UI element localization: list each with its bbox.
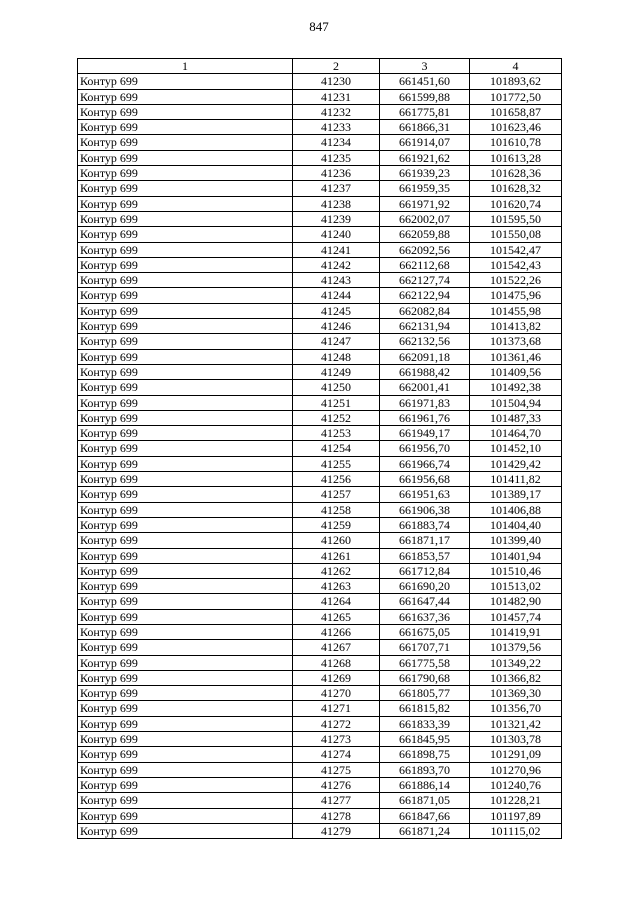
point-number-cell: 41248	[293, 349, 380, 364]
header-col-1: 1	[78, 59, 293, 74]
y-coordinate-cell: 101404,40	[470, 517, 562, 532]
point-number-cell: 41270	[293, 686, 380, 701]
point-number-cell: 41267	[293, 640, 380, 655]
point-number-cell: 41272	[293, 716, 380, 731]
y-coordinate-cell: 101457,74	[470, 609, 562, 624]
contour-name-cell: Контур 699	[78, 609, 293, 624]
table-row	[78, 793, 562, 808]
contour-name-cell: Контур 699	[78, 487, 293, 502]
x-coordinate-cell: 661883,74	[380, 517, 470, 532]
x-coordinate-cell: 661966,74	[380, 456, 470, 471]
contour-name-cell: Контур 699	[78, 563, 293, 578]
x-coordinate-cell: 661959,35	[380, 181, 470, 196]
contour-name-cell: Контур 699	[78, 380, 293, 395]
table-row	[78, 563, 562, 578]
point-number-cell: 41268	[293, 655, 380, 670]
table-row	[78, 410, 562, 425]
x-coordinate-cell: 662127,74	[380, 273, 470, 288]
y-coordinate-cell: 101455,98	[470, 303, 562, 318]
x-coordinate-cell: 661914,07	[380, 135, 470, 150]
x-coordinate-cell: 661951,63	[380, 487, 470, 502]
table-row	[78, 533, 562, 548]
point-number-cell: 41239	[293, 211, 380, 226]
table-body	[78, 74, 562, 839]
point-number-cell: 41263	[293, 579, 380, 594]
table-row	[78, 181, 562, 196]
table-row	[78, 624, 562, 639]
y-coordinate-cell: 101366,82	[470, 670, 562, 685]
x-coordinate-cell: 661971,92	[380, 196, 470, 211]
table-row	[78, 701, 562, 716]
x-coordinate-cell: 662132,56	[380, 334, 470, 349]
y-coordinate-cell: 101349,22	[470, 655, 562, 670]
table-row	[78, 487, 562, 502]
table-row	[78, 456, 562, 471]
x-coordinate-cell: 661871,17	[380, 533, 470, 548]
point-number-cell: 41277	[293, 793, 380, 808]
contour-name-cell: Контур 699	[78, 808, 293, 823]
contour-name-cell: Контур 699	[78, 410, 293, 425]
point-number-cell: 41257	[293, 487, 380, 502]
point-number-cell: 41240	[293, 227, 380, 242]
x-coordinate-cell: 661690,20	[380, 579, 470, 594]
point-number-cell: 41245	[293, 303, 380, 318]
table-row	[78, 120, 562, 135]
contour-name-cell: Контур 699	[78, 793, 293, 808]
point-number-cell: 41261	[293, 548, 380, 563]
y-coordinate-cell: 101270,96	[470, 762, 562, 777]
point-number-cell: 41235	[293, 150, 380, 165]
contour-name-cell: Контур 699	[78, 670, 293, 685]
contour-name-cell: Контур 699	[78, 273, 293, 288]
point-number-cell: 41238	[293, 196, 380, 211]
x-coordinate-cell: 661775,81	[380, 104, 470, 119]
point-number-cell: 41251	[293, 395, 380, 410]
y-coordinate-cell: 101613,28	[470, 150, 562, 165]
table-row	[78, 472, 562, 487]
point-number-cell: 41231	[293, 89, 380, 104]
table-row	[78, 135, 562, 150]
point-number-cell: 41269	[293, 670, 380, 685]
table-row	[78, 288, 562, 303]
point-number-cell: 41236	[293, 166, 380, 181]
point-number-cell: 41237	[293, 181, 380, 196]
contour-name-cell: Контур 699	[78, 701, 293, 716]
table-row	[78, 548, 562, 563]
x-coordinate-cell: 661805,77	[380, 686, 470, 701]
contour-name-cell: Контур 699	[78, 395, 293, 410]
table-row	[78, 594, 562, 609]
table-row	[78, 502, 562, 517]
x-coordinate-cell: 661790,68	[380, 670, 470, 685]
table-row	[78, 211, 562, 226]
contour-name-cell: Контур 699	[78, 762, 293, 777]
x-coordinate-cell: 661956,68	[380, 472, 470, 487]
table-row	[78, 257, 562, 272]
y-coordinate-cell: 101379,56	[470, 640, 562, 655]
x-coordinate-cell: 661898,75	[380, 747, 470, 762]
x-coordinate-cell: 661971,83	[380, 395, 470, 410]
contour-name-cell: Контур 699	[78, 716, 293, 731]
y-coordinate-cell: 101772,50	[470, 89, 562, 104]
y-coordinate-cell: 101411,82	[470, 472, 562, 487]
x-coordinate-cell: 661647,44	[380, 594, 470, 609]
point-number-cell: 41260	[293, 533, 380, 548]
x-coordinate-cell: 661707,71	[380, 640, 470, 655]
x-coordinate-cell: 661847,66	[380, 808, 470, 823]
page-number: 847	[309, 19, 329, 34]
table-header	[78, 59, 562, 74]
x-coordinate-cell: 661921,62	[380, 150, 470, 165]
contour-name-cell: Контур 699	[78, 624, 293, 639]
y-coordinate-cell: 101361,46	[470, 349, 562, 364]
table-row	[78, 380, 562, 395]
x-coordinate-cell: 661853,57	[380, 548, 470, 563]
table-row	[78, 395, 562, 410]
x-coordinate-cell: 662002,07	[380, 211, 470, 226]
y-coordinate-cell: 101542,43	[470, 257, 562, 272]
x-coordinate-cell: 661637,36	[380, 609, 470, 624]
x-coordinate-cell: 661599,88	[380, 89, 470, 104]
table-row	[78, 777, 562, 792]
table-row	[78, 349, 562, 364]
x-coordinate-cell: 661956,70	[380, 441, 470, 456]
contour-name-cell: Контур 699	[78, 242, 293, 257]
y-coordinate-cell: 101513,02	[470, 579, 562, 594]
table-row	[78, 104, 562, 119]
table-row	[78, 579, 562, 594]
y-coordinate-cell: 101115,02	[470, 823, 562, 838]
table-row	[78, 640, 562, 655]
point-number-cell: 41254	[293, 441, 380, 456]
x-coordinate-cell: 661871,24	[380, 823, 470, 838]
x-coordinate-cell: 661939,23	[380, 166, 470, 181]
point-number-cell: 41234	[293, 135, 380, 150]
y-coordinate-cell: 101542,47	[470, 242, 562, 257]
header-row	[78, 59, 562, 74]
table-row	[78, 808, 562, 823]
y-coordinate-cell: 101492,38	[470, 380, 562, 395]
point-number-cell: 41262	[293, 563, 380, 578]
table-row	[78, 823, 562, 838]
contour-name-cell: Контур 699	[78, 732, 293, 747]
contour-name-cell: Контур 699	[78, 747, 293, 762]
y-coordinate-cell: 101464,70	[470, 426, 562, 441]
y-coordinate-cell: 101510,46	[470, 563, 562, 578]
contour-name-cell: Контур 699	[78, 426, 293, 441]
contour-name-cell: Контур 699	[78, 456, 293, 471]
point-number-cell: 41243	[293, 273, 380, 288]
x-coordinate-cell: 662122,94	[380, 288, 470, 303]
table-row	[78, 196, 562, 211]
x-coordinate-cell: 661675,05	[380, 624, 470, 639]
y-coordinate-cell: 101610,78	[470, 135, 562, 150]
point-number-cell: 41274	[293, 747, 380, 762]
x-coordinate-cell: 661451,60	[380, 74, 470, 89]
x-coordinate-cell: 662059,88	[380, 227, 470, 242]
x-coordinate-cell: 661949,17	[380, 426, 470, 441]
y-coordinate-cell: 101197,89	[470, 808, 562, 823]
table-row	[78, 732, 562, 747]
table-row	[78, 166, 562, 181]
point-number-cell: 41278	[293, 808, 380, 823]
y-coordinate-cell: 101401,94	[470, 548, 562, 563]
point-number-cell: 41264	[293, 594, 380, 609]
x-coordinate-cell: 661886,14	[380, 777, 470, 792]
x-coordinate-cell: 661893,70	[380, 762, 470, 777]
y-coordinate-cell: 101419,91	[470, 624, 562, 639]
contour-name-cell: Контур 699	[78, 823, 293, 838]
contour-name-cell: Контур 699	[78, 517, 293, 532]
contour-name-cell: Контур 699	[78, 166, 293, 181]
header-col-2: 2	[293, 59, 380, 74]
y-coordinate-cell: 101522,26	[470, 273, 562, 288]
contour-name-cell: Контур 699	[78, 74, 293, 89]
point-number-cell: 41233	[293, 120, 380, 135]
point-number-cell: 41266	[293, 624, 380, 639]
y-coordinate-cell: 101228,21	[470, 793, 562, 808]
y-coordinate-cell: 101356,70	[470, 701, 562, 716]
contour-name-cell: Контур 699	[78, 135, 293, 150]
y-coordinate-cell: 101550,08	[470, 227, 562, 242]
point-number-cell: 41242	[293, 257, 380, 272]
x-coordinate-cell: 661988,42	[380, 364, 470, 379]
point-number-cell: 41230	[293, 74, 380, 89]
point-number-cell: 41258	[293, 502, 380, 517]
y-coordinate-cell: 101240,76	[470, 777, 562, 792]
y-coordinate-cell: 101452,10	[470, 441, 562, 456]
x-coordinate-cell: 661815,82	[380, 701, 470, 716]
y-coordinate-cell: 101482,90	[470, 594, 562, 609]
contour-name-cell: Контур 699	[78, 349, 293, 364]
contour-name-cell: Контур 699	[78, 211, 293, 226]
x-coordinate-cell: 662092,56	[380, 242, 470, 257]
contour-name-cell: Контур 699	[78, 334, 293, 349]
point-number-cell: 41256	[293, 472, 380, 487]
x-coordinate-cell: 661906,38	[380, 502, 470, 517]
contour-name-cell: Контур 699	[78, 120, 293, 135]
contour-name-cell: Контур 699	[78, 441, 293, 456]
y-coordinate-cell: 101373,68	[470, 334, 562, 349]
y-coordinate-cell: 101623,46	[470, 120, 562, 135]
contour-name-cell: Контур 699	[78, 89, 293, 104]
table-row	[78, 517, 562, 532]
header-col-4: 4	[470, 59, 562, 74]
y-coordinate-cell: 101475,96	[470, 288, 562, 303]
x-coordinate-cell: 662082,84	[380, 303, 470, 318]
point-number-cell: 41247	[293, 334, 380, 349]
contour-name-cell: Контур 699	[78, 181, 293, 196]
point-number-cell: 41273	[293, 732, 380, 747]
contour-name-cell: Контур 699	[78, 472, 293, 487]
table-row	[78, 319, 562, 334]
y-coordinate-cell: 101504,94	[470, 395, 562, 410]
point-number-cell: 41250	[293, 380, 380, 395]
table-row	[78, 762, 562, 777]
x-coordinate-cell: 661866,31	[380, 120, 470, 135]
y-coordinate-cell: 101595,50	[470, 211, 562, 226]
point-number-cell: 41252	[293, 410, 380, 425]
y-coordinate-cell: 101628,36	[470, 166, 562, 181]
table-row	[78, 686, 562, 701]
point-number-cell: 41279	[293, 823, 380, 838]
table-row	[78, 609, 562, 624]
y-coordinate-cell: 101628,32	[470, 181, 562, 196]
x-coordinate-cell: 662112,68	[380, 257, 470, 272]
contour-name-cell: Контур 699	[78, 303, 293, 318]
x-coordinate-cell: 662131,94	[380, 319, 470, 334]
point-number-cell: 41255	[293, 456, 380, 471]
x-coordinate-cell: 661871,05	[380, 793, 470, 808]
y-coordinate-cell: 101291,09	[470, 747, 562, 762]
point-number-cell: 41241	[293, 242, 380, 257]
y-coordinate-cell: 101321,42	[470, 716, 562, 731]
contour-name-cell: Контур 699	[78, 196, 293, 211]
y-coordinate-cell: 101620,74	[470, 196, 562, 211]
contour-name-cell: Контур 699	[78, 104, 293, 119]
x-coordinate-cell: 661833,39	[380, 716, 470, 731]
x-coordinate-cell: 661845,95	[380, 732, 470, 747]
point-number-cell: 41271	[293, 701, 380, 716]
y-coordinate-cell: 101399,40	[470, 533, 562, 548]
y-coordinate-cell: 101658,87	[470, 104, 562, 119]
x-coordinate-cell: 661961,76	[380, 410, 470, 425]
contour-name-cell: Контур 699	[78, 150, 293, 165]
contour-name-cell: Контур 699	[78, 594, 293, 609]
point-number-cell: 41249	[293, 364, 380, 379]
table-row	[78, 334, 562, 349]
y-coordinate-cell: 101369,30	[470, 686, 562, 701]
table-row	[78, 150, 562, 165]
table-row	[78, 242, 562, 257]
contour-name-cell: Контур 699	[78, 686, 293, 701]
contour-name-cell: Контур 699	[78, 533, 293, 548]
contour-name-cell: Контур 699	[78, 319, 293, 334]
y-coordinate-cell: 101389,17	[470, 487, 562, 502]
table-row	[78, 426, 562, 441]
table-row	[78, 655, 562, 670]
contour-name-cell: Контур 699	[78, 548, 293, 563]
table-row	[78, 273, 562, 288]
point-number-cell: 41259	[293, 517, 380, 532]
table-row	[78, 441, 562, 456]
point-number-cell: 41276	[293, 777, 380, 792]
contour-name-cell: Контур 699	[78, 502, 293, 517]
contour-name-cell: Контур 699	[78, 227, 293, 242]
y-coordinate-cell: 101429,42	[470, 456, 562, 471]
contour-name-cell: Контур 699	[78, 777, 293, 792]
y-coordinate-cell: 101303,78	[470, 732, 562, 747]
header-col-3: 3	[380, 59, 470, 74]
table-row	[78, 227, 562, 242]
table-row	[78, 747, 562, 762]
y-coordinate-cell: 101406,88	[470, 502, 562, 517]
point-number-cell: 41244	[293, 288, 380, 303]
point-number-cell: 41265	[293, 609, 380, 624]
table-row	[78, 89, 562, 104]
contour-name-cell: Контур 699	[78, 579, 293, 594]
contour-name-cell: Контур 699	[78, 257, 293, 272]
x-coordinate-cell: 661775,58	[380, 655, 470, 670]
point-number-cell: 41246	[293, 319, 380, 334]
contour-name-cell: Контур 699	[78, 655, 293, 670]
table-row	[78, 670, 562, 685]
x-coordinate-cell: 662001,41	[380, 380, 470, 395]
y-coordinate-cell: 101409,56	[470, 364, 562, 379]
table-row	[78, 364, 562, 379]
y-coordinate-cell: 101413,82	[470, 319, 562, 334]
y-coordinate-cell: 101893,62	[470, 74, 562, 89]
contour-name-cell: Контур 699	[78, 364, 293, 379]
x-coordinate-cell: 661712,84	[380, 563, 470, 578]
x-coordinate-cell: 662091,18	[380, 349, 470, 364]
point-number-cell: 41275	[293, 762, 380, 777]
y-coordinate-cell: 101487,33	[470, 410, 562, 425]
table-row	[78, 303, 562, 318]
table-row	[78, 716, 562, 731]
point-number-cell: 41253	[293, 426, 380, 441]
contour-name-cell: Контур 699	[78, 288, 293, 303]
coordinates-table	[77, 58, 562, 839]
point-number-cell: 41232	[293, 104, 380, 119]
table-row	[78, 74, 562, 89]
contour-name-cell: Контур 699	[78, 640, 293, 655]
